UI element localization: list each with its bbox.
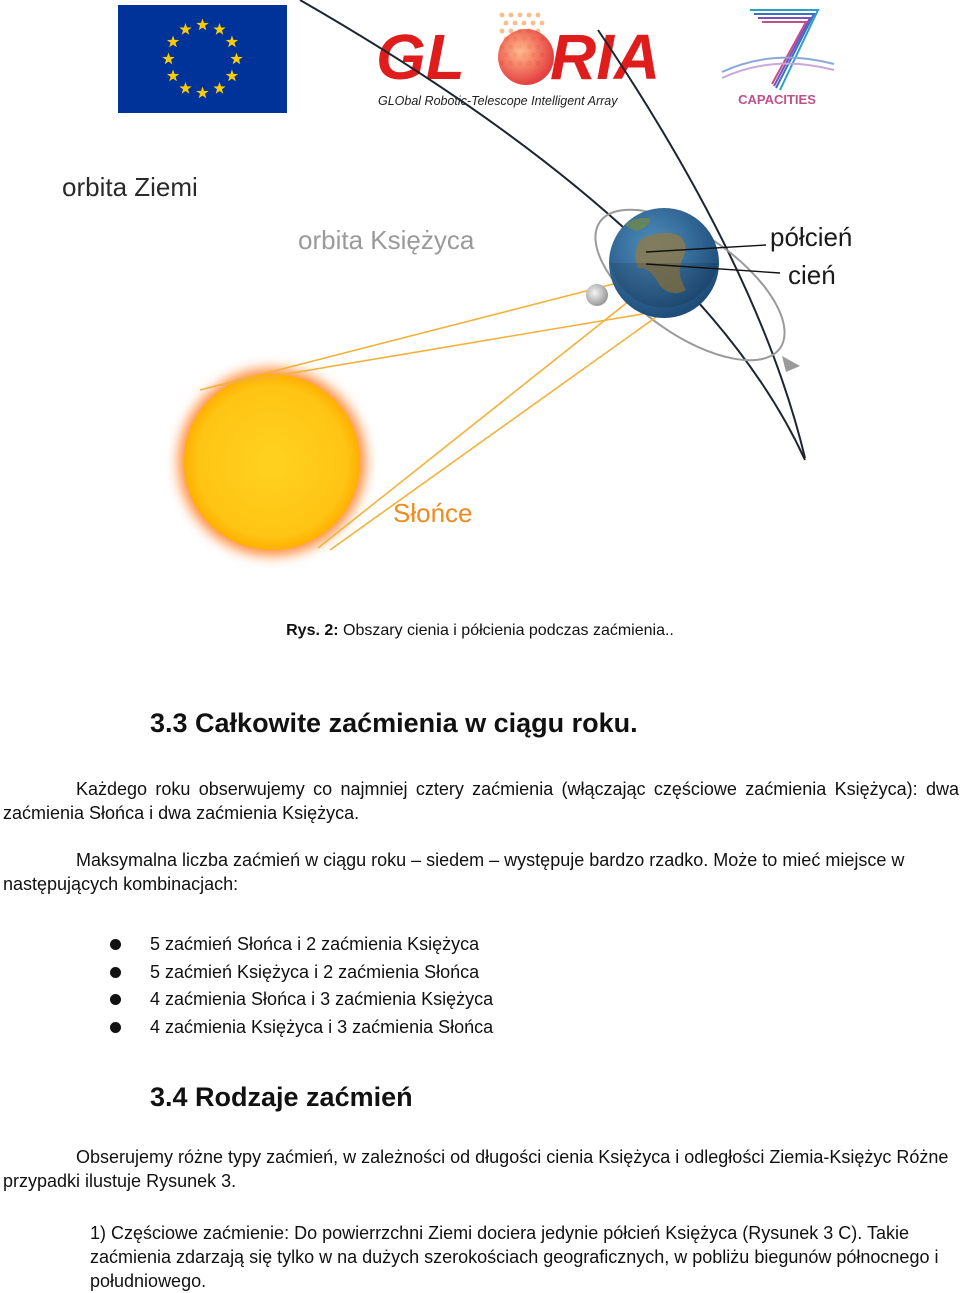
bullet-icon	[110, 994, 121, 1005]
list-item	[110, 960, 493, 988]
moon-orbit-label: orbita Księżyca	[298, 225, 475, 255]
list-item-text: 4 zaćmienia Słońca i 3 zaćmienia Księżyca	[150, 989, 494, 1009]
svg-text:GL: GL	[376, 21, 465, 93]
eu-flag-logo	[118, 5, 287, 113]
paragraph-text: Każdego roku obserwujemy co najmniej cztery zaćmienia (włączając częściowe zaćmienia Księżyca): dwa zaćmienia Słońca i dwa zaćmienia Księżyca.	[3, 779, 959, 823]
paragraph-max-eclipses	[3, 848, 959, 896]
paragraph-yearly-eclipses	[3, 777, 959, 825]
caption-text: Obszary cienia i półcienia podczas zaćmienia..	[338, 622, 674, 639]
eclipse-diagram	[0, 150, 960, 590]
list-item	[110, 932, 493, 960]
bullet-icon	[110, 939, 121, 950]
section-heading-3-4: 3.4 Rodzaje zaćmień	[150, 1082, 413, 1112]
svg-text:RIA: RIA	[550, 21, 661, 93]
fp7-capacities-logo	[714, 8, 840, 110]
umbra-label: cień	[788, 260, 836, 290]
section-heading-3-3: 3.3 Całkowite zaćmienia w ciągu roku.	[150, 708, 638, 738]
sun	[184, 374, 360, 550]
gloria-logo	[376, 5, 661, 113]
paragraph-text: Maksymalna liczba zaćmień w ciągu roku – siedem – występuje bardzo rzadko. Może to mieć miejsce w następujących kombinacjach:	[3, 850, 905, 894]
bullet-icon	[110, 1022, 121, 1033]
paragraph-eclipse-types	[3, 1145, 959, 1193]
eclipse-combinations-list	[110, 932, 493, 1042]
moon	[586, 284, 608, 306]
bullet-icon	[110, 967, 121, 978]
earth-orbit-label: orbita Ziemi	[62, 172, 198, 202]
figure-caption	[0, 622, 960, 640]
caption-prefix: Rys. 2:	[286, 622, 339, 639]
gloria-tagline: GLObal Robotic-Telescope Intelligent Array	[378, 94, 618, 108]
list-item-text: 4 zaćmienia Księżyca i 3 zaćmienia Słońca	[150, 1016, 494, 1037]
list-item-text: 5 zaćmień Słońca i 2 zaćmienia Księżyca	[150, 934, 480, 954]
paragraph-partial-eclipse: 1) Częściowe zaćmienie: Do powierrzchni Ziemi dociera jedynie półcień Księżyca (Rysunek 3 C). Takie zaćmienia zdarzają się tylko w na dużych szerokościach geograficznych, w pobliżu biegunów północnego i południowego.	[90, 1223, 939, 1291]
list-item-text: 5 zaćmień Księżyca i 2 zaćmienia Słońca	[150, 961, 480, 982]
penumbra-label: półcień	[770, 222, 853, 252]
fp7-logo-text: CAPACITIES	[738, 92, 816, 107]
list-item	[110, 987, 493, 1015]
list-item	[110, 1015, 493, 1043]
paragraph-text: Obserujemy różne typy zaćmień, w zależności od długości cienia Księżyca i odległości Ziemia-Księżyc Różne przypadki ilustuje Rysunek 3.	[3, 1147, 949, 1191]
sun-label: Słońce	[393, 498, 473, 528]
